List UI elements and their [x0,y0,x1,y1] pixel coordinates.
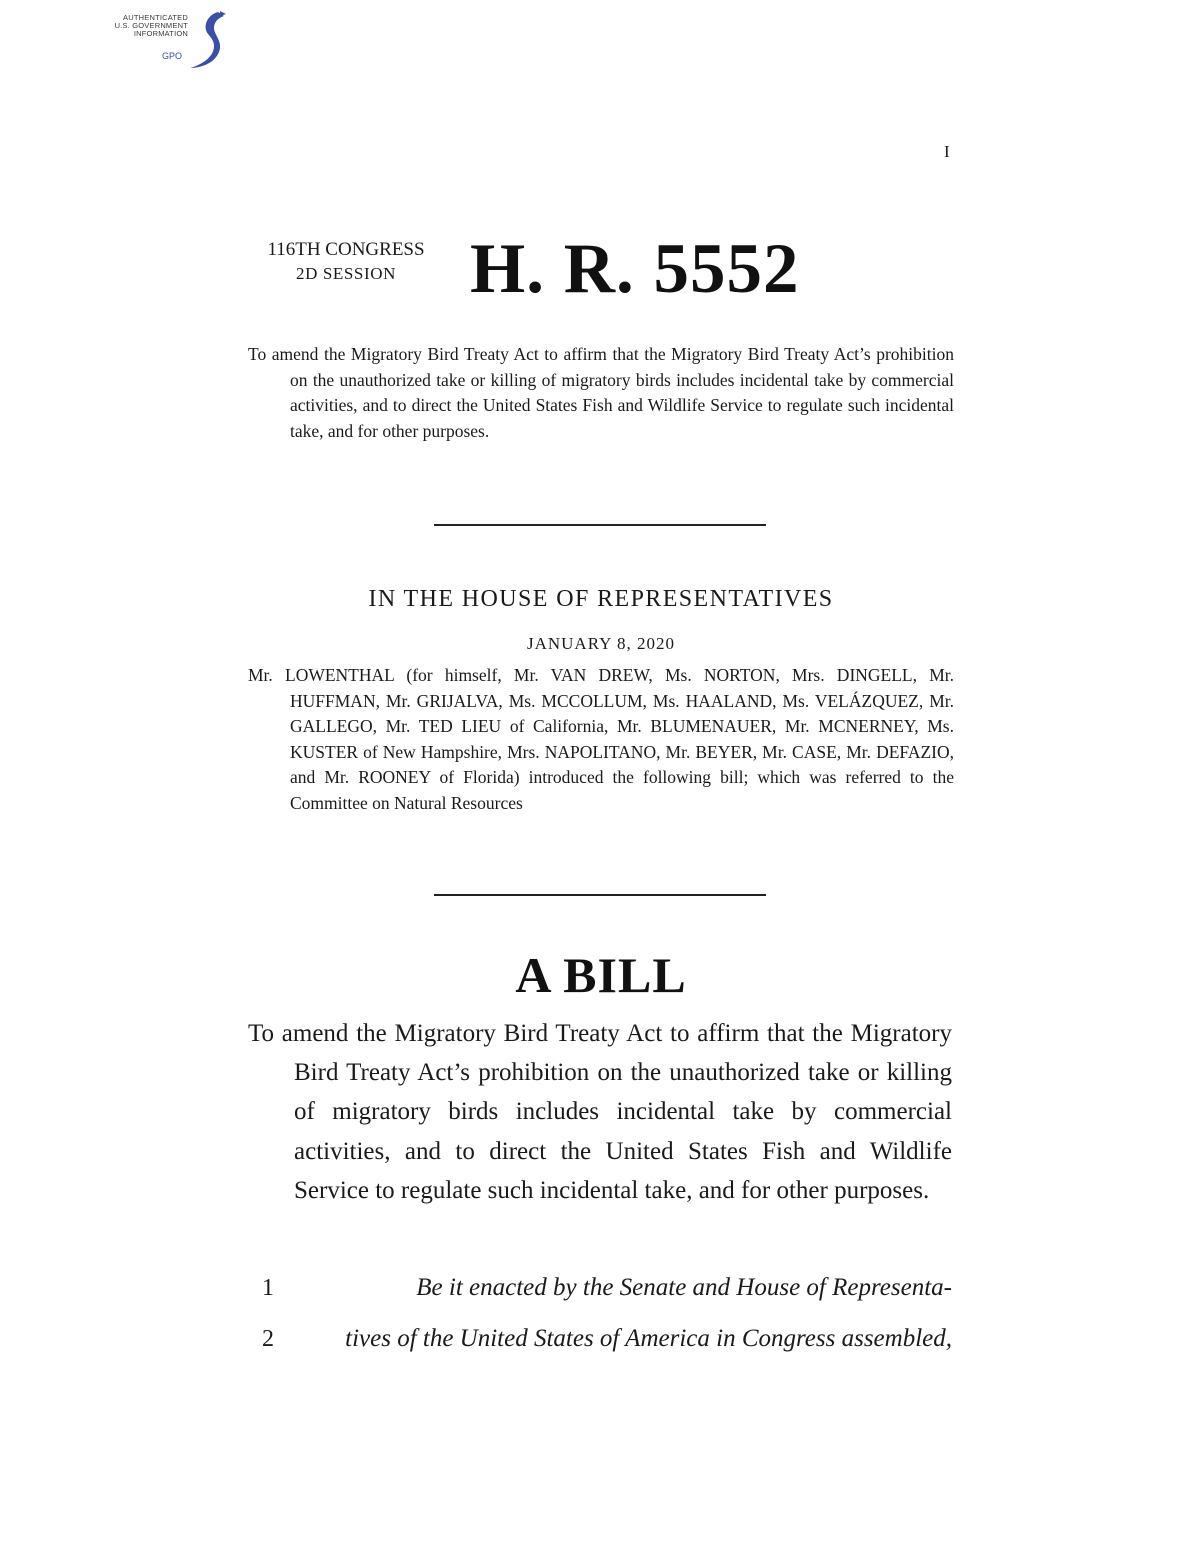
divider-rule [434,894,766,896]
introduction-date: JANUARY 8, 2020 [526,634,676,653]
bill-title: A BILL [515,947,687,1003]
eagle-icon [184,8,228,72]
logo-text: AUTHENTICATED U.S. GOVERNMENT INFORMATION [114,13,188,38]
congress-session-block [248,238,444,286]
enacting-clause-line: Be it enacted by the Senate and House of Representa- [416,1274,952,1301]
chamber-heading: IN THE HOUSE OF REPRESENTATIVES [368,586,834,612]
session-number: 2D SESSION [296,264,396,283]
enacting-clause-line: tives of the United States of America in Congress assembled, [345,1325,952,1352]
bill-purpose: To amend the Migratory Bird Treaty Act to affirm that the Migratory Bird Treaty Act’s prohibition on the unauthorized take or killing of migratory birds includes incidental take by commercial activities, and to direct the United States Fish and Wildlife Service to regulate such incidental take, and for other purposes. [248,1020,952,1204]
bill-number: H. R. 5552 [470,230,800,308]
gpo-authentication-logo [96,8,228,72]
divider-rule [434,524,766,526]
purpose-summary: To amend the Migratory Bird Treaty Act to affirm that the Migratory Bird Treaty Act’s prohibition on the unauthorized take or killing of migratory birds includes incidental take by commercial activities, and to direct the United States Fish and Wildlife Service to regulate such incidental take, and for other purposes. [248,344,954,441]
line-number: 2 [262,1326,274,1352]
logo-gpo-mark: GPO [162,51,183,61]
sponsors-paragraph: Mr. LOWENTHAL (for himself, Mr. VAN DREW, Ms. NORTON, Mrs. DINGELL, Mr. HUFFMAN, Mr. GRIJALVA, Ms. MCCOLLUM, Ms. HAALAND, Ms. VELÁZQUEZ, Mr. GALLEGO, Mr. TED LIEU of California, Mr. BLUMENAUER, Mr. MCNERNEY, Ms. KUSTER of New Hampshire, Mrs. NAPOLITANO, Mr. BEYER, Mr. CASE, Mr. DEFAZIO, and Mr. ROONEY of Florida) introduced the following bill; which was referred to the Committee on Natural Resources [248,665,954,813]
page-marker: I [944,142,950,161]
congress-number: 116TH CONGRESS [267,239,425,260]
line-number: 1 [262,1275,274,1301]
